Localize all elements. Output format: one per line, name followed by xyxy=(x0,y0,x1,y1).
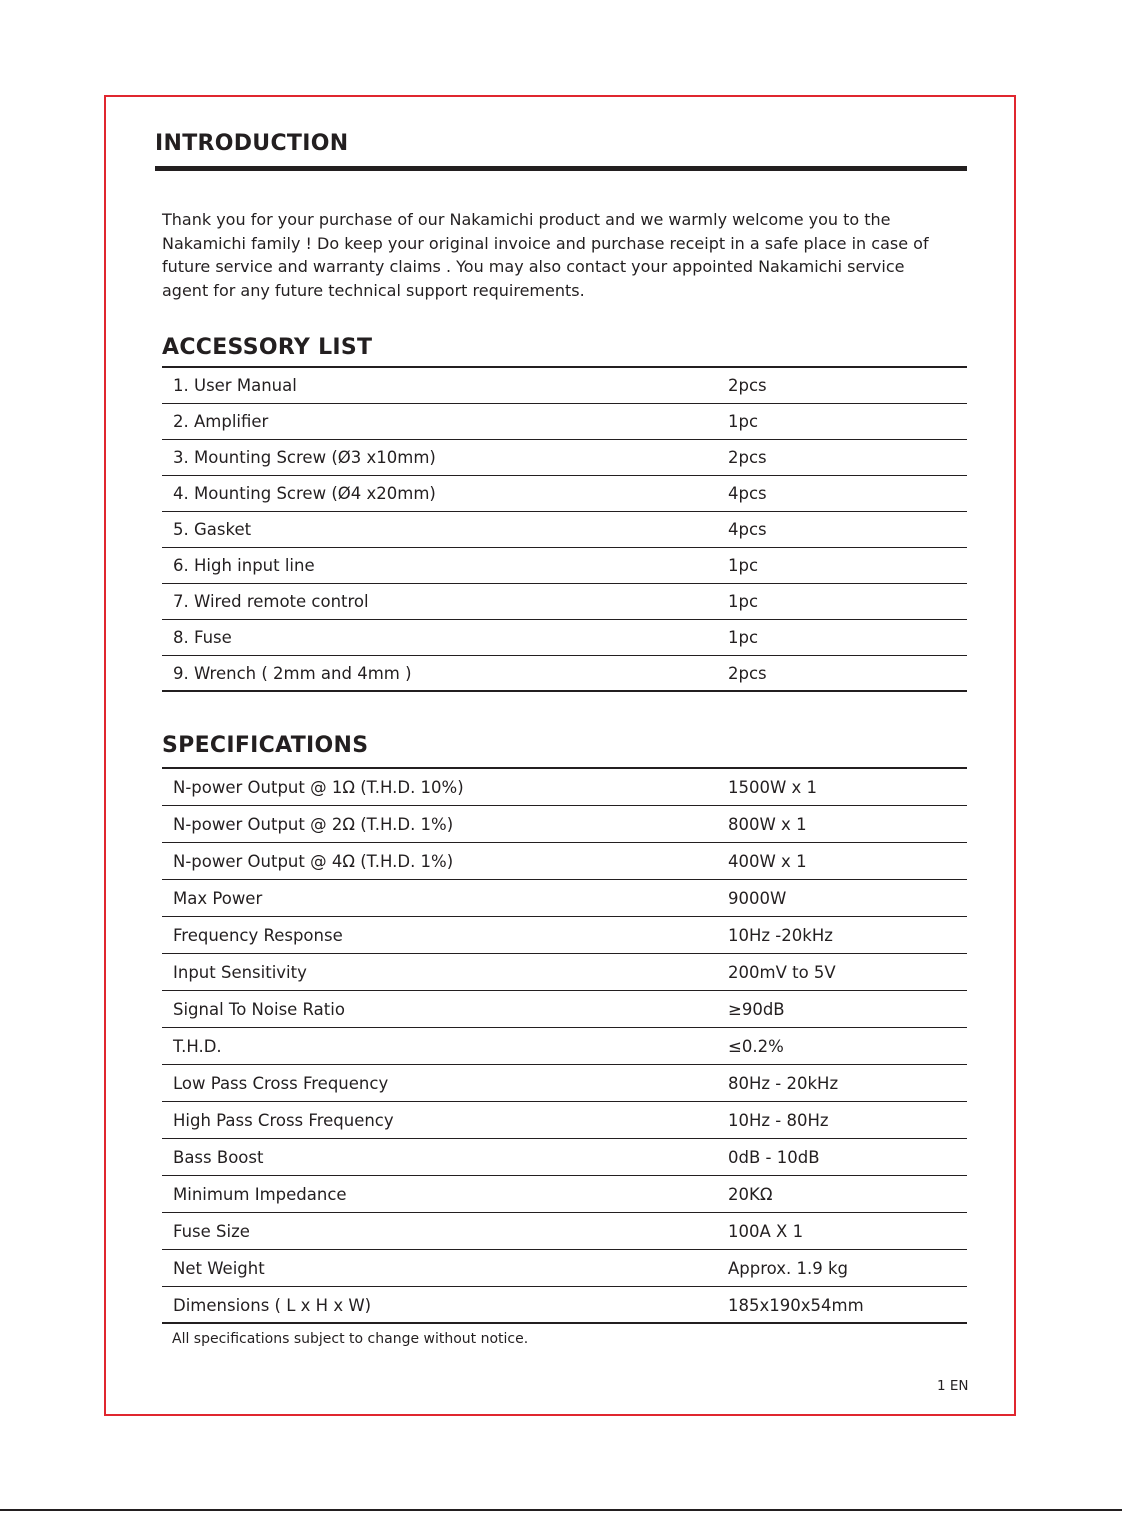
spec-row xyxy=(162,1102,967,1139)
spec-row xyxy=(162,1139,967,1176)
spec-value: 9000W xyxy=(728,889,787,908)
introduction-heading: INTRODUCTION xyxy=(155,131,349,156)
spec-value: ≥90dB xyxy=(728,1000,785,1019)
accessory-name: 8. Fuse xyxy=(173,628,232,647)
spec-row xyxy=(162,806,967,843)
spec-value: Approx. 1.9 kg xyxy=(728,1259,849,1278)
spec-value: 10Hz -20kHz xyxy=(728,926,833,945)
accessory-qty: 2pcs xyxy=(728,376,767,395)
accessory-row xyxy=(162,440,967,476)
spec-name: N-power Output @ 4Ω (T.H.D. 1%) xyxy=(173,852,454,871)
spec-value: 80Hz - 20kHz xyxy=(728,1074,839,1093)
accessory-name: 4. Mounting Screw (Ø4 x20mm) xyxy=(173,484,436,503)
spec-name: N-power Output @ 2Ω (T.H.D. 1%) xyxy=(173,815,454,834)
spec-row xyxy=(162,954,967,991)
spec-row xyxy=(162,880,967,917)
accessory-qty: 1pc xyxy=(728,592,759,611)
accessory-qty: 1pc xyxy=(728,628,759,647)
spec-value: 200mV to 5V xyxy=(728,963,836,982)
accessory-name: 5. Gasket xyxy=(173,520,252,539)
spec-row xyxy=(162,1250,967,1287)
accessory-qty: 4pcs xyxy=(728,484,767,503)
spec-value: 100A X 1 xyxy=(728,1222,804,1241)
spec-value: 0dB - 10dB xyxy=(728,1148,820,1167)
accessory-row xyxy=(162,368,967,404)
accessory-table xyxy=(162,366,967,692)
accessory-name: 1. User Manual xyxy=(173,376,297,395)
spec-value: ≤0.2% xyxy=(728,1037,784,1056)
specifications-footnote: All specifications subject to change without notice. xyxy=(172,1331,529,1347)
accessory-name: 3. Mounting Screw (Ø3 x10mm) xyxy=(173,448,436,467)
spec-row xyxy=(162,843,967,880)
accessory-name: 9. Wrench ( 2mm and 4mm ) xyxy=(173,664,412,683)
spec-name: Dimensions ( L x H x W) xyxy=(173,1296,372,1315)
accessory-name: 2. Amplifier xyxy=(173,412,269,431)
accessory-row xyxy=(162,620,967,656)
spec-row xyxy=(162,1028,967,1065)
accessory-row xyxy=(162,476,967,512)
accessory-qty: 4pcs xyxy=(728,520,767,539)
spec-name: Signal To Noise Ratio xyxy=(173,1000,345,1019)
specifications-heading: SPECIFICATIONS xyxy=(162,733,369,758)
spec-name: Net Weight xyxy=(173,1259,265,1278)
spec-row xyxy=(162,1213,967,1250)
spec-row xyxy=(162,769,967,806)
accessory-row xyxy=(162,584,967,620)
spec-name: Minimum Impedance xyxy=(173,1185,347,1204)
spec-value: 185x190x54mm xyxy=(728,1296,864,1315)
accessory-row xyxy=(162,512,967,548)
accessory-qty: 1pc xyxy=(728,412,759,431)
spec-value: 20KΩ xyxy=(728,1185,773,1204)
spec-row xyxy=(162,1287,967,1324)
spec-row xyxy=(162,1065,967,1102)
spec-name: Fuse Size xyxy=(173,1222,250,1241)
spec-name: High Pass Cross Frequency xyxy=(173,1111,394,1130)
accessory-name: 7. Wired remote control xyxy=(173,592,369,611)
accessory-list-heading: ACCESSORY LIST xyxy=(162,335,373,360)
spec-name: T.H.D. xyxy=(173,1037,222,1056)
spec-row xyxy=(162,1176,967,1213)
spec-value: 800W x 1 xyxy=(728,815,807,834)
accessory-qty: 2pcs xyxy=(728,664,767,683)
spec-name: Max Power xyxy=(173,889,263,908)
spec-value: 1500W x 1 xyxy=(728,778,818,797)
accessory-row xyxy=(162,404,967,440)
spec-row xyxy=(162,917,967,954)
page-number: 1 EN xyxy=(937,1378,969,1394)
accessory-row xyxy=(162,548,967,584)
accessory-row xyxy=(162,656,967,692)
spec-row xyxy=(162,991,967,1028)
spec-name: Bass Boost xyxy=(173,1148,264,1167)
accessory-name: 6. High input line xyxy=(173,556,315,575)
introduction-divider xyxy=(155,166,967,171)
page-edge-line xyxy=(0,1509,1122,1511)
accessory-qty: 2pcs xyxy=(728,448,767,467)
accessory-qty: 1pc xyxy=(728,556,759,575)
spec-name: Low Pass Cross Frequency xyxy=(173,1074,389,1093)
spec-value: 400W x 1 xyxy=(728,852,807,871)
specifications-table xyxy=(162,767,967,1324)
spec-name: Input Sensitivity xyxy=(173,963,307,982)
introduction-paragraph: Thank you for your purchase of our Nakamichi product and we warmly welcome you to the Nakamichi family ! Do keep your original invoice and purchase receipt in a safe place in case of future service and warranty claims . You may also contact your appointed Nakamichi service agent for any future technical support requirements. xyxy=(162,210,929,301)
spec-name: N-power Output @ 1Ω (T.H.D. 10%) xyxy=(173,778,464,797)
spec-name: Frequency Response xyxy=(173,926,343,945)
spec-value: 10Hz - 80Hz xyxy=(728,1111,829,1130)
